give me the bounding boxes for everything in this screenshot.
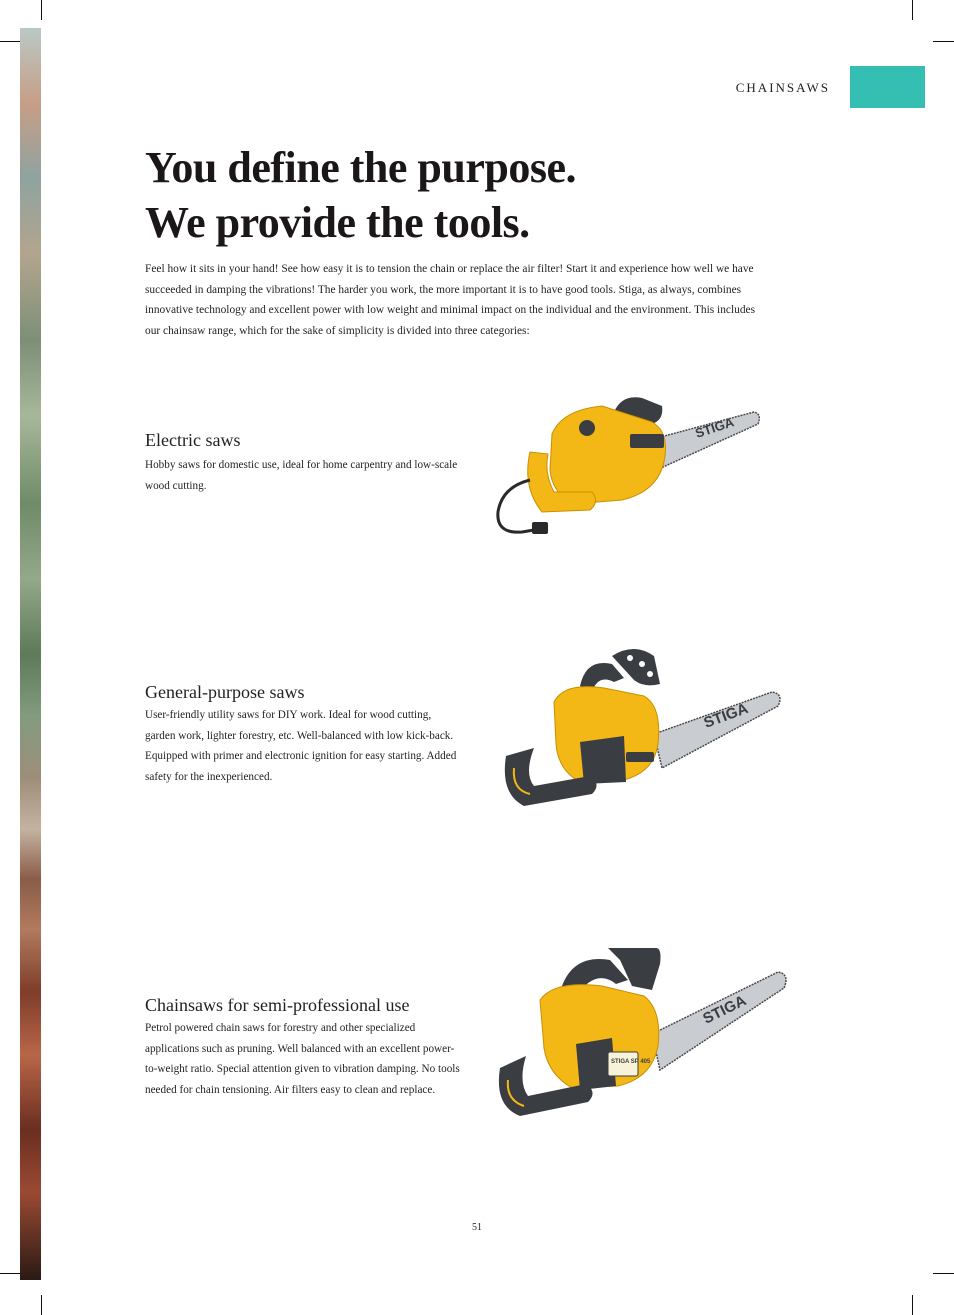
category-desc-semi-pro: Petrol powered chain saws for forestry and other specialized applications such as pruning. Well balanced with an excellent power-to-weight ratio. Special attention given to vibration damping. No tools needed for chain tensioning. Air filters easy to clean and replace.	[145, 1022, 460, 1096]
bar-brand-text: STIGA	[701, 700, 751, 732]
bar-brand-text: STIGA	[700, 992, 749, 1028]
category-desc-electric: Hobby saws for domestic use, ideal for home carpentry and low-scale wood cutting.	[145, 459, 458, 492]
semi-professional-chainsaw-image	[492, 940, 790, 1125]
crop-mark	[0, 41, 20, 42]
category-title-semi-pro: Chainsaws for semi-professional use	[145, 995, 410, 1015]
crop-mark	[933, 41, 954, 42]
crop-mark	[933, 1273, 954, 1274]
general-purpose-chainsaw-image	[494, 644, 784, 814]
intro-paragraph: Feel how it sits in your hand! See how easy it is to tension the chain or replace the air filter! Start it and experience how well we have succeeded in damping the vibrations! The harder you work, the more important it is to have good tools. Stiga, as always, combines innovative technology and excellent power with low weight and minimal impact on the individual and the environment. This includes our chainsaw range, which for the sake of simplicity is divided into three categories:	[145, 263, 755, 337]
crop-mark	[41, 1295, 42, 1315]
crop-mark	[912, 1295, 913, 1315]
category-title-general: General-purpose saws	[145, 682, 305, 702]
bar-brand-text: STIGA	[693, 414, 736, 441]
category-title-electric: Electric saws	[145, 430, 241, 450]
bark-photo-strip	[20, 28, 41, 1280]
category-desc-general: User-friendly utility saws for DIY work. Ideal for wood cutting, garden work, lighter forestry, etc. Well-balanced with low kick-back. Equipped with primer and electronic ignition for easy starting. Added safety for the inexperienced.	[145, 709, 457, 783]
crop-mark	[912, 0, 913, 20]
body-label-text: STIGA SP 405	[611, 1059, 651, 1065]
page-number: 51	[472, 1222, 482, 1233]
section-color-tab	[850, 66, 925, 108]
section-label: CHAINSAWS	[735, 80, 830, 95]
headline-line-1: You define the purpose.	[145, 143, 576, 192]
page-headline	[145, 140, 845, 250]
headline-line-2: We provide the tools.	[145, 198, 530, 247]
electric-chainsaw-image	[492, 392, 762, 542]
crop-mark	[41, 0, 42, 20]
crop-mark	[0, 1273, 20, 1274]
